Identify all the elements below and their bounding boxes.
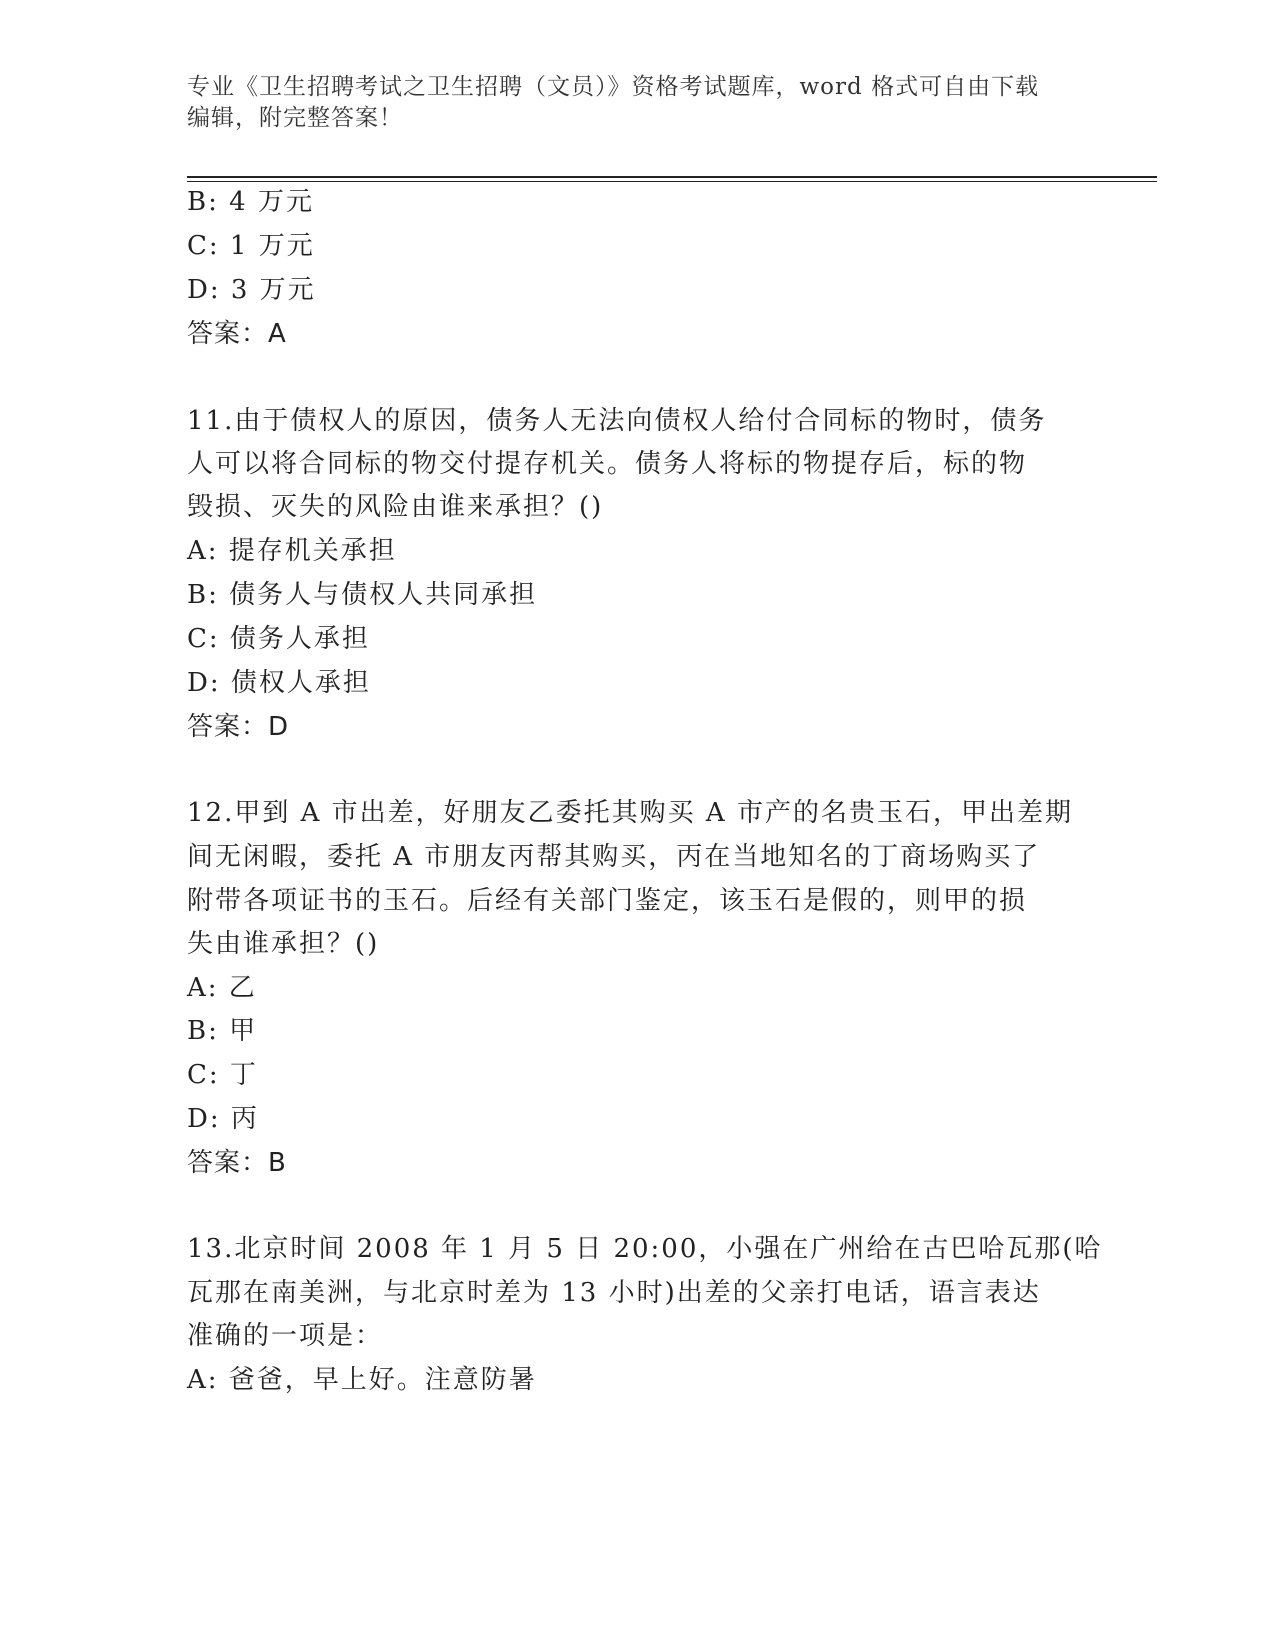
- option-c: C: 1 万元: [187, 231, 315, 261]
- option-d: D: 3 万元: [187, 275, 316, 305]
- question-text: 毁损、灭失的风险由谁来承担？(): [187, 492, 604, 522]
- option-c: C: 丁: [187, 1060, 258, 1090]
- question-text: 瓦那在南美洲，与北京时差为 13 小时)出差的父亲打电话，语言表达: [187, 1278, 1041, 1308]
- option-a: A: 爸爸，早上好。注意防暑: [187, 1365, 537, 1395]
- question-text: 13.北京时间 2008 年 1 月 5 日 20:00，小强在广州给在古巴哈瓦那(哈: [187, 1234, 1103, 1264]
- option-d: D: 丙: [187, 1104, 259, 1134]
- answer: 答案：B: [187, 1148, 287, 1178]
- option-d: D: 债权人承担: [187, 668, 371, 698]
- option-b: B: 甲: [187, 1016, 258, 1046]
- question-text: 11.由于债权人的原因，债务人无法向债权人给付合同标的物时，债务: [187, 406, 1047, 436]
- option-c: C: 债务人承担: [187, 624, 370, 654]
- question-text: 12.甲到 A 市出差，好朋友乙委托其购买 A 市产的名贵玉石，甲出差期: [187, 798, 1073, 828]
- option-a: A: 乙: [187, 973, 257, 1003]
- question-text: 附带各项证书的玉石。后经有关部门鉴定，该玉石是假的，则甲的损: [187, 886, 1028, 916]
- header-line-1: 专业《卫生招聘考试之卫生招聘（文员）》资格考试题库，word 格式可自由下载: [187, 74, 1040, 100]
- option-a: A: 提存机关承担: [187, 536, 397, 566]
- question-text: 人可以将合同标的物交付提存机关。债务人将标的物提存后，标的物: [187, 449, 1028, 479]
- header-line-2: 编辑，附完整答案！: [187, 105, 403, 131]
- header-divider-thin: [187, 181, 1157, 182]
- question-text: 准确的一项是：: [187, 1321, 384, 1351]
- option-b: B: 债务人与债权人共同承担: [187, 580, 538, 610]
- answer: 答案：D: [187, 712, 290, 742]
- header-divider: [187, 176, 1157, 178]
- option-b: B: 4 万元: [187, 187, 314, 217]
- answer: 答案：A: [187, 319, 287, 349]
- document-header: [187, 72, 1087, 134]
- question-text: 失由谁承担？(): [187, 929, 380, 959]
- question-text: 间无闲暇，委托 A 市朋友丙帮其购买，丙在当地知名的丁商场购买了: [187, 842, 1041, 872]
